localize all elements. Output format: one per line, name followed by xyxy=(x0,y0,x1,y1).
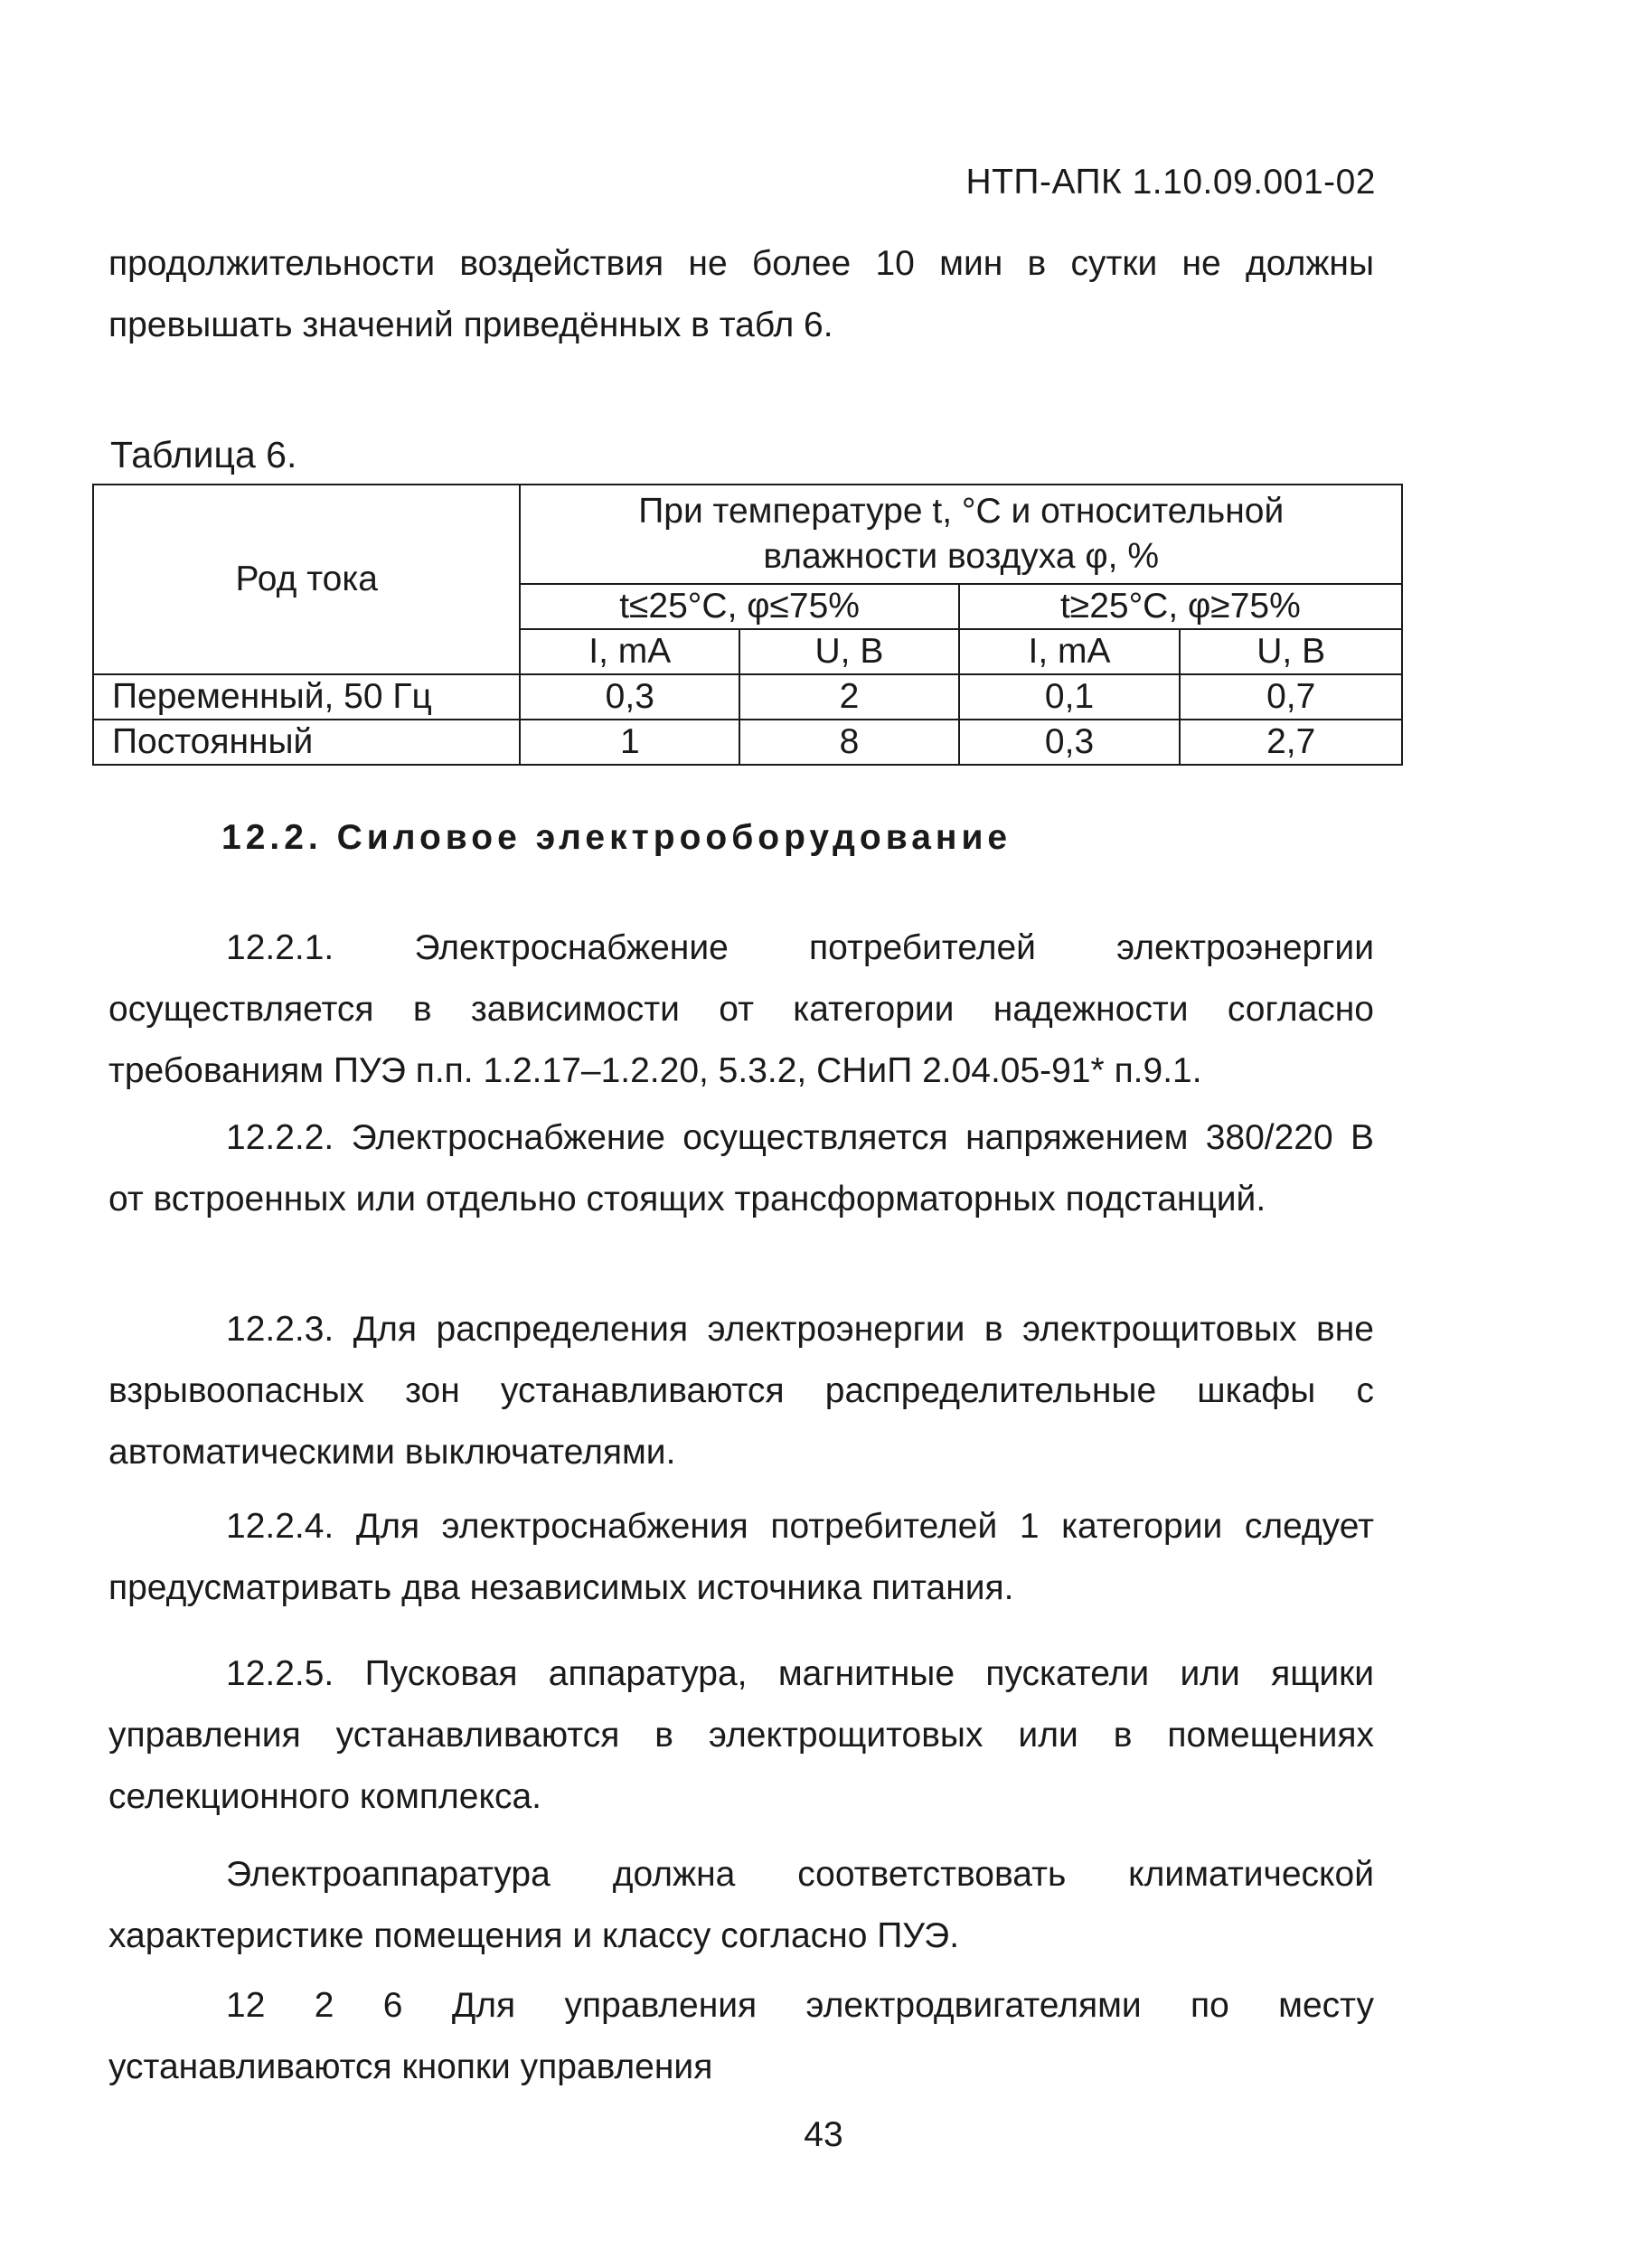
condition-header-cell: t≥25°C, φ≥75% xyxy=(959,584,1402,629)
paragraph-12-2-3: 12.2.3. Для распределения электроэнергии в электрощитовых вне взрывоопасных зон устанавливаются распределительные шкафы с автоматическими выключателями. xyxy=(108,1310,1374,1472)
table-row xyxy=(93,720,1402,765)
page-number: 43 xyxy=(804,2115,843,2154)
limits-table xyxy=(92,484,1403,766)
paragraph-12-2-2: 12.2.2. Электроснабжение осуществляется напряжением 380/220 В от встроенных или отдельно стоящих трансформаторных подстанций. xyxy=(108,1118,1374,1219)
subheader-cell: I, mA xyxy=(959,629,1181,674)
paragraph-12-2-1: 12.2.1. Электроснабжение потребителей электроэнергии осуществляется в зависимости от категории надежности согласно требованиям ПУЭ п.п. 1.2.17–1.2.20, 5.3.2, СНиП 2.04.05-91* п.9.1. xyxy=(108,928,1374,1090)
value-cell: 8 xyxy=(739,720,959,765)
paragraph-12-2-4: 12.2.4. Для электроснабжения потребителей 1 категории следует предусматривать два независимых источника питания. xyxy=(108,1507,1374,1607)
value-cell: 0,3 xyxy=(520,674,739,720)
table-row xyxy=(93,674,1402,720)
table-header-row xyxy=(93,485,1402,584)
condition-header-cell: t≤25°C, φ≤75% xyxy=(520,584,958,629)
table-caption: Таблица 6. xyxy=(110,434,297,475)
row-header-cell: Род тока xyxy=(93,485,520,674)
intro-paragraph: продолжительности воздействия не более 10 мин в сутки не должны превышать значений приведённых в табл 6. xyxy=(108,244,1374,344)
subheader-cell: U, В xyxy=(1180,629,1402,674)
row-name-cell: Постоянный xyxy=(93,720,520,765)
value-cell: 0,7 xyxy=(1180,674,1402,720)
subheader-cell: I, mA xyxy=(520,629,739,674)
value-cell: 0,3 xyxy=(959,720,1181,765)
row-name-cell: Переменный, 50 Гц xyxy=(93,674,520,720)
section-heading: 12.2. Силовое электрооборудование xyxy=(221,818,1012,857)
paragraph-12-2-6: 12 2 6 Для управления электродвигателями по месту устанавливаются кнопки управления xyxy=(108,1986,1374,2086)
paragraph-12-2-5: 12.2.5. Пусковая аппаратура, магнитные пускатели или ящики управления устанавливаются в электрощитовых или в помещениях селекционного комплекса. xyxy=(108,1654,1374,1816)
value-cell: 0,1 xyxy=(959,674,1181,720)
value-cell: 1 xyxy=(520,720,739,765)
value-cell: 2 xyxy=(739,674,959,720)
group-header-cell: При температуре t, °C и относительной влажности воздуха φ, % xyxy=(520,485,1402,584)
subheader-cell: U, B xyxy=(739,629,959,674)
document-code: НТП-АПК 1.10.09.001-02 xyxy=(965,163,1376,202)
paragraph-equipment: Электроаппаратура должна соответствовать климатической характеристике помещения и классу согласно ПУЭ. xyxy=(108,1855,1374,1955)
value-cell: 2,7 xyxy=(1180,720,1402,765)
